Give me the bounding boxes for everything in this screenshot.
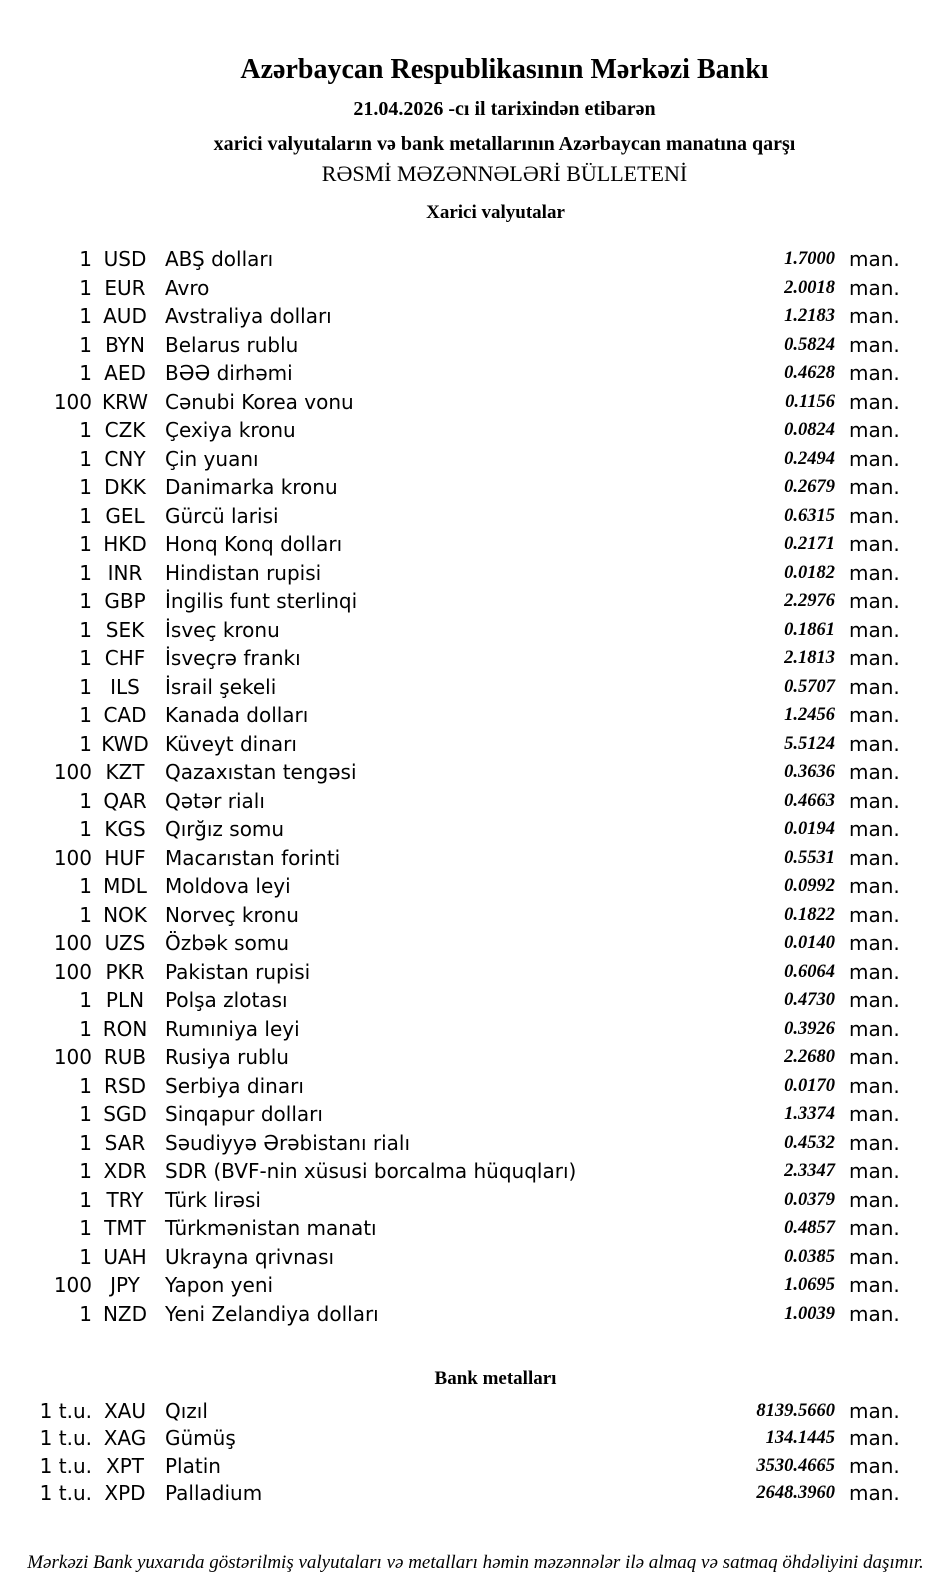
rate-value-cell: 2.2680 [784, 1047, 835, 1067]
table-row [0, 302, 951, 331]
currency-code-cell: CHF [104, 646, 146, 670]
table-row [0, 986, 951, 1015]
rate-value-cell: 0.0824 [784, 420, 835, 440]
currency-code-cell: KZT [105, 760, 145, 784]
unit-label-cell: man. [849, 646, 900, 670]
currency-name-cell: Rumıniya leyi [165, 1016, 300, 1041]
unit-label-cell: man. [849, 1073, 900, 1098]
currency-code-cell: KWD [101, 731, 149, 756]
bulletin-title: RƏSMİ MƏZƏNNƏLƏRİ BÜLLETENİ [321, 161, 688, 186]
section-title-metals: Bank metalları [434, 1368, 557, 1389]
unit-label-cell: man. [849, 1187, 900, 1212]
currency-name-cell: Pakistan rupisi [165, 959, 311, 984]
currency-name-cell: Avstraliya dolları [165, 304, 332, 328]
rate-value-cell: 0.0170 [784, 1075, 835, 1096]
table-row [0, 1214, 951, 1243]
quantity-cell: 1 [79, 988, 92, 1012]
quantity-cell: 1 [79, 1159, 92, 1183]
unit-label-cell: man. [849, 1216, 900, 1240]
table-row [0, 901, 951, 930]
quantity-cell: 1 [79, 731, 92, 756]
rate-value-cell: 5.5124 [784, 733, 835, 754]
rate-value-cell: 0.4628 [784, 363, 835, 383]
currency-name-cell: Türkmənistan manatı [165, 1216, 377, 1240]
table-row [0, 844, 951, 873]
currency-name-cell: Avro [165, 275, 210, 300]
currency-code-cell: AED [104, 361, 146, 385]
currency-code-cell: SEK [105, 617, 145, 642]
unit-label-cell: man. [849, 1130, 900, 1155]
currency-name-cell: ABŞ dolları [165, 247, 274, 271]
rate-value-cell: 0.0194 [784, 819, 835, 839]
unit-label-cell: man. [849, 589, 900, 613]
unit-label-cell: man. [849, 731, 900, 756]
quantity-cell: 100 [53, 389, 92, 414]
unit-label-cell: man. [849, 817, 900, 841]
unit-label-cell: man. [849, 1244, 900, 1269]
quantity-cell: 1 [79, 788, 92, 813]
rate-value-cell: 2.1813 [784, 648, 835, 668]
quantity-cell: 1 [79, 275, 92, 300]
rate-value-cell: 0.0140 [784, 933, 835, 953]
currency-code-cell: CAD [103, 703, 147, 727]
table-row [0, 1398, 951, 1425]
rate-value-cell: 0.3636 [784, 762, 835, 782]
unit-label-cell: man. [849, 1481, 900, 1506]
table-row [0, 1243, 951, 1272]
quantity-cell: 1 [79, 1130, 92, 1155]
quantity-cell: 1 [79, 475, 92, 499]
unit-label-cell: man. [849, 503, 900, 528]
page-title: Azərbaycan Respublikasının Mərkəzi Bankı [240, 54, 769, 85]
disclaimer-text: Mərkəzi Bank yuxarıda göstərilmiş valyutaları və metalları həmin məzənnələr ilə almaq və satmaq öhdəliyini daşımır. [27, 1552, 924, 1573]
unit-label-cell: man. [849, 332, 900, 357]
currency-name-cell: BƏƏ dirhəmi [165, 361, 293, 385]
table-row [0, 245, 951, 274]
quantity-cell: 1 [79, 332, 92, 357]
quantity-cell: 1 [79, 532, 92, 556]
table-row [0, 958, 951, 987]
table-row [0, 758, 951, 787]
unit-label-cell: man. [849, 275, 900, 300]
quantity-cell: 100 [53, 845, 92, 870]
currency-code-cell: RON [102, 1016, 148, 1041]
quantity-cell: 1 [79, 674, 92, 699]
currency-code-cell: CZK [104, 418, 146, 442]
table-row [0, 1072, 951, 1101]
section-title-currencies: Xarici valyutalar [426, 202, 565, 223]
currency-name-cell: Moldova leyi [165, 874, 291, 898]
table-row [0, 815, 951, 844]
rate-value-cell: 1.0039 [784, 1303, 835, 1324]
currency-code-cell: USD [103, 247, 147, 271]
quantity-cell: 1 [79, 1216, 92, 1240]
table-row [0, 359, 951, 388]
table-row [0, 730, 951, 759]
currency-name-cell: Qızıl [165, 1399, 208, 1423]
table-row [0, 473, 951, 502]
table-row [0, 872, 951, 901]
quantity-cell: 1 t.u. [39, 1426, 92, 1451]
quantity-cell: 1 t.u. [39, 1399, 92, 1423]
currency-code-cell: GBP [104, 589, 146, 613]
table-row [0, 388, 951, 417]
table-row [0, 787, 951, 816]
rate-value-cell: 0.1861 [784, 619, 835, 640]
unit-label-cell: man. [849, 1159, 900, 1183]
rate-value-cell: 0.2494 [784, 448, 835, 469]
effective-date: 21.04.2026 -cı il tarixindən etibarən [353, 98, 656, 120]
rate-value-cell: 0.0379 [784, 1189, 835, 1210]
currency-name-cell: Danimarka kronu [165, 475, 338, 499]
currency-name-cell: Kanada dolları [165, 703, 309, 727]
currency-name-cell: Yeni Zelandiya dolları [165, 1301, 379, 1326]
unit-label-cell: man. [849, 361, 900, 385]
currency-name-cell: Hindistan rupisi [165, 560, 322, 585]
quantity-cell: 1 [79, 1102, 92, 1126]
rate-value-cell: 0.0385 [784, 1246, 835, 1267]
unit-label-cell: man. [849, 1301, 900, 1326]
currency-code-cell: KGS [104, 817, 146, 841]
currency-code-cell: KRW [102, 389, 148, 414]
currency-code-cell: MDL [103, 874, 147, 898]
quantity-cell: 1 [79, 1187, 92, 1212]
rate-value-cell: 0.5707 [784, 676, 835, 697]
unit-label-cell: man. [849, 1045, 900, 1069]
unit-label-cell: man. [849, 1399, 900, 1423]
currency-code-cell: PKR [105, 959, 145, 984]
currency-name-cell: İngilis funt sterlinqi [165, 589, 358, 613]
currency-code-cell: UZS [104, 931, 146, 955]
currency-code-cell: AUD [103, 304, 147, 328]
currency-name-cell: Türk lirəsi [165, 1187, 261, 1212]
table-row [0, 1186, 951, 1215]
unit-label-cell: man. [849, 418, 900, 442]
unit-label-cell: man. [849, 1453, 900, 1478]
table-row [0, 530, 951, 559]
quantity-cell: 1 [79, 418, 92, 442]
unit-label-cell: man. [849, 874, 900, 898]
quantity-cell: 1 [79, 446, 92, 471]
unit-label-cell: man. [849, 1426, 900, 1451]
table-row [0, 701, 951, 730]
rate-value-cell: 0.0182 [784, 562, 835, 583]
rate-value-cell: 0.4730 [784, 990, 835, 1010]
unit-label-cell: man. [849, 560, 900, 585]
currency-name-cell: SDR (BVF-nin xüsusi borcalma hüquqları) [165, 1159, 577, 1183]
table-row [0, 502, 951, 531]
currency-name-cell: Norveç kronu [165, 902, 299, 927]
currency-name-cell: Gümüş [165, 1426, 236, 1451]
quantity-cell: 1 [79, 1073, 92, 1098]
quantity-cell: 1 [79, 304, 92, 328]
currency-name-cell: Gürcü larisi [165, 503, 279, 528]
rate-value-cell: 0.6064 [784, 961, 835, 982]
table-row [0, 274, 951, 303]
table-row [0, 616, 951, 645]
currency-code-cell: XPD [104, 1481, 146, 1506]
rate-value-cell: 0.1822 [784, 904, 835, 925]
currency-code-cell: DKK [104, 475, 146, 499]
subtitle: xarici valyutaların və bank metallarının Azərbaycan manatına qarşı [213, 133, 796, 155]
table-row [0, 587, 951, 616]
table-row [0, 1271, 951, 1300]
rate-value-cell: 2648.3960 [756, 1483, 835, 1504]
currency-name-cell: Sinqapur dolları [165, 1102, 323, 1126]
unit-label-cell: man. [849, 304, 900, 328]
currency-code-cell: INR [107, 560, 143, 585]
unit-label-cell: man. [849, 788, 900, 813]
currency-code-cell: ILS [110, 674, 140, 699]
currency-name-cell: Palladium [165, 1481, 263, 1506]
currency-code-cell: TRY [106, 1187, 144, 1212]
currency-code-cell: XPT [106, 1453, 144, 1478]
unit-label-cell: man. [849, 1102, 900, 1126]
unit-label-cell: man. [849, 1273, 900, 1297]
rate-value-cell: 1.2456 [784, 705, 835, 725]
currency-name-cell: Platin [165, 1453, 221, 1478]
unit-label-cell: man. [849, 845, 900, 870]
rate-value-cell: 1.7000 [784, 249, 835, 269]
rate-value-cell: 0.6315 [784, 505, 835, 526]
table-row [0, 1300, 951, 1329]
rate-value-cell: 2.2976 [784, 591, 835, 611]
rate-value-cell: 1.3374 [784, 1104, 835, 1124]
currency-code-cell: QAR [103, 788, 147, 813]
currency-name-cell: İsveç kronu [165, 617, 280, 642]
unit-label-cell: man. [849, 247, 900, 271]
quantity-cell: 100 [53, 931, 92, 955]
currency-code-cell: RSD [104, 1073, 146, 1098]
table-row [0, 1100, 951, 1129]
table-row [0, 1157, 951, 1186]
currency-name-cell: İsrail şekeli [165, 674, 277, 699]
table-row [0, 559, 951, 588]
quantity-cell: 100 [53, 959, 92, 984]
currency-name-cell: Polşa zlotası [165, 988, 288, 1012]
currency-code-cell: UAH [103, 1244, 147, 1269]
rate-value-cell: 2.3347 [784, 1161, 835, 1181]
metals-table [0, 1398, 951, 1508]
currency-name-cell: İsveçrə frankı [165, 646, 301, 670]
currency-name-cell: Ukrayna qrivnası [165, 1244, 335, 1269]
rate-value-cell: 0.3926 [784, 1018, 835, 1039]
currency-code-cell: CNY [104, 446, 146, 471]
table-row [0, 673, 951, 702]
quantity-cell: 1 [79, 247, 92, 271]
currency-name-cell: Qətər rialı [165, 788, 265, 813]
quantity-cell: 1 [79, 902, 92, 927]
currency-code-cell: EUR [104, 275, 146, 300]
quantity-cell: 100 [53, 1273, 92, 1297]
unit-label-cell: man. [849, 389, 900, 414]
quantity-cell: 1 t.u. [39, 1453, 92, 1478]
currency-name-cell: Özbək somu [165, 931, 289, 955]
table-row [0, 1480, 951, 1507]
currency-name-cell: Küveyt dinarı [165, 731, 297, 756]
unit-label-cell: man. [849, 446, 900, 471]
quantity-cell: 1 [79, 361, 92, 385]
currency-name-cell: Qazaxıstan tengəsi [165, 760, 357, 784]
quantity-cell: 1 [79, 646, 92, 670]
currency-code-cell: NOK [103, 902, 147, 927]
unit-label-cell: man. [849, 1016, 900, 1041]
table-row [0, 1043, 951, 1072]
table-row [0, 644, 951, 673]
currency-code-cell: PLN [105, 988, 145, 1012]
quantity-cell: 1 [79, 703, 92, 727]
unit-label-cell: man. [849, 959, 900, 984]
quantity-cell: 1 [79, 589, 92, 613]
unit-label-cell: man. [849, 532, 900, 556]
currency-code-cell: XAG [103, 1426, 147, 1451]
quantity-cell: 100 [53, 1045, 92, 1069]
rate-value-cell: 0.1156 [785, 391, 835, 412]
currency-code-cell: NZD [102, 1301, 148, 1326]
table-row [0, 445, 951, 474]
unit-label-cell: man. [849, 760, 900, 784]
unit-label-cell: man. [849, 902, 900, 927]
currency-code-cell: XDR [103, 1159, 147, 1183]
currency-name-cell: Rusiya rublu [165, 1045, 289, 1069]
currency-table [0, 245, 951, 1328]
unit-label-cell: man. [849, 703, 900, 727]
table-row [0, 1453, 951, 1480]
table-row [0, 416, 951, 445]
table-row [0, 331, 951, 360]
currency-code-cell: GEL [105, 503, 145, 528]
currency-name-cell: Yapon yeni [165, 1273, 274, 1297]
currency-code-cell: TMT [104, 1216, 146, 1240]
currency-code-cell: SAR [104, 1130, 146, 1155]
quantity-cell: 1 [79, 560, 92, 585]
unit-label-cell: man. [849, 617, 900, 642]
unit-label-cell: man. [849, 674, 900, 699]
currency-name-cell: Qırğız somu [165, 817, 285, 841]
currency-code-cell: HUF [104, 845, 146, 870]
rate-value-cell: 0.5824 [784, 334, 835, 355]
rate-value-cell: 0.4857 [784, 1218, 835, 1238]
table-row [0, 1129, 951, 1158]
quantity-cell: 1 [79, 817, 92, 841]
unit-label-cell: man. [849, 931, 900, 955]
quantity-cell: 1 [79, 617, 92, 642]
rate-value-cell: 0.2171 [784, 534, 835, 554]
rate-value-cell: 2.0018 [784, 277, 835, 298]
quantity-cell: 1 t.u. [39, 1481, 92, 1506]
quantity-cell: 1 [79, 503, 92, 528]
currency-name-cell: Çin yuanı [165, 446, 259, 471]
quantity-cell: 1 [79, 1244, 92, 1269]
quantity-cell: 1 [79, 874, 92, 898]
quantity-cell: 1 [79, 1016, 92, 1041]
rate-value-cell: 0.2679 [784, 477, 835, 497]
unit-label-cell: man. [849, 475, 900, 499]
rate-value-cell: 0.4532 [784, 1132, 835, 1153]
unit-label-cell: man. [849, 988, 900, 1012]
currency-name-cell: Macarıstan forinti [165, 845, 341, 870]
currency-code-cell: BYN [105, 332, 145, 357]
rate-value-cell: 0.4663 [784, 790, 835, 811]
currency-code-cell: RUB [103, 1045, 147, 1069]
rate-value-cell: 1.0695 [784, 1275, 835, 1295]
rate-value-cell: 8139.5660 [756, 1401, 835, 1421]
quantity-cell: 1 [79, 1301, 92, 1326]
table-row [0, 1425, 951, 1452]
currency-name-cell: Çexiya kronu [165, 418, 296, 442]
currency-code-cell: SGD [103, 1102, 147, 1126]
currency-name-cell: Belarus rublu [165, 332, 299, 357]
rate-value-cell: 3530.4665 [756, 1455, 835, 1476]
table-row [0, 1015, 951, 1044]
rate-value-cell: 1.2183 [784, 306, 835, 326]
currency-name-cell: Səudiyyə Ərəbistanı rialı [165, 1130, 411, 1155]
currency-code-cell: XAU [103, 1399, 147, 1423]
currency-name-cell: Serbiya dinarı [165, 1073, 304, 1098]
currency-name-cell: Honq Konq dolları [165, 532, 343, 556]
rate-value-cell: 0.0992 [784, 876, 835, 896]
currency-code-cell: HKD [103, 532, 147, 556]
rate-value-cell: 134.1445 [765, 1428, 835, 1449]
currency-code-cell: JPY [110, 1273, 140, 1297]
quantity-cell: 100 [53, 760, 92, 784]
currency-name-cell: Cənubi Korea vonu [165, 389, 354, 414]
rate-value-cell: 0.5531 [784, 847, 835, 868]
table-row [0, 929, 951, 958]
